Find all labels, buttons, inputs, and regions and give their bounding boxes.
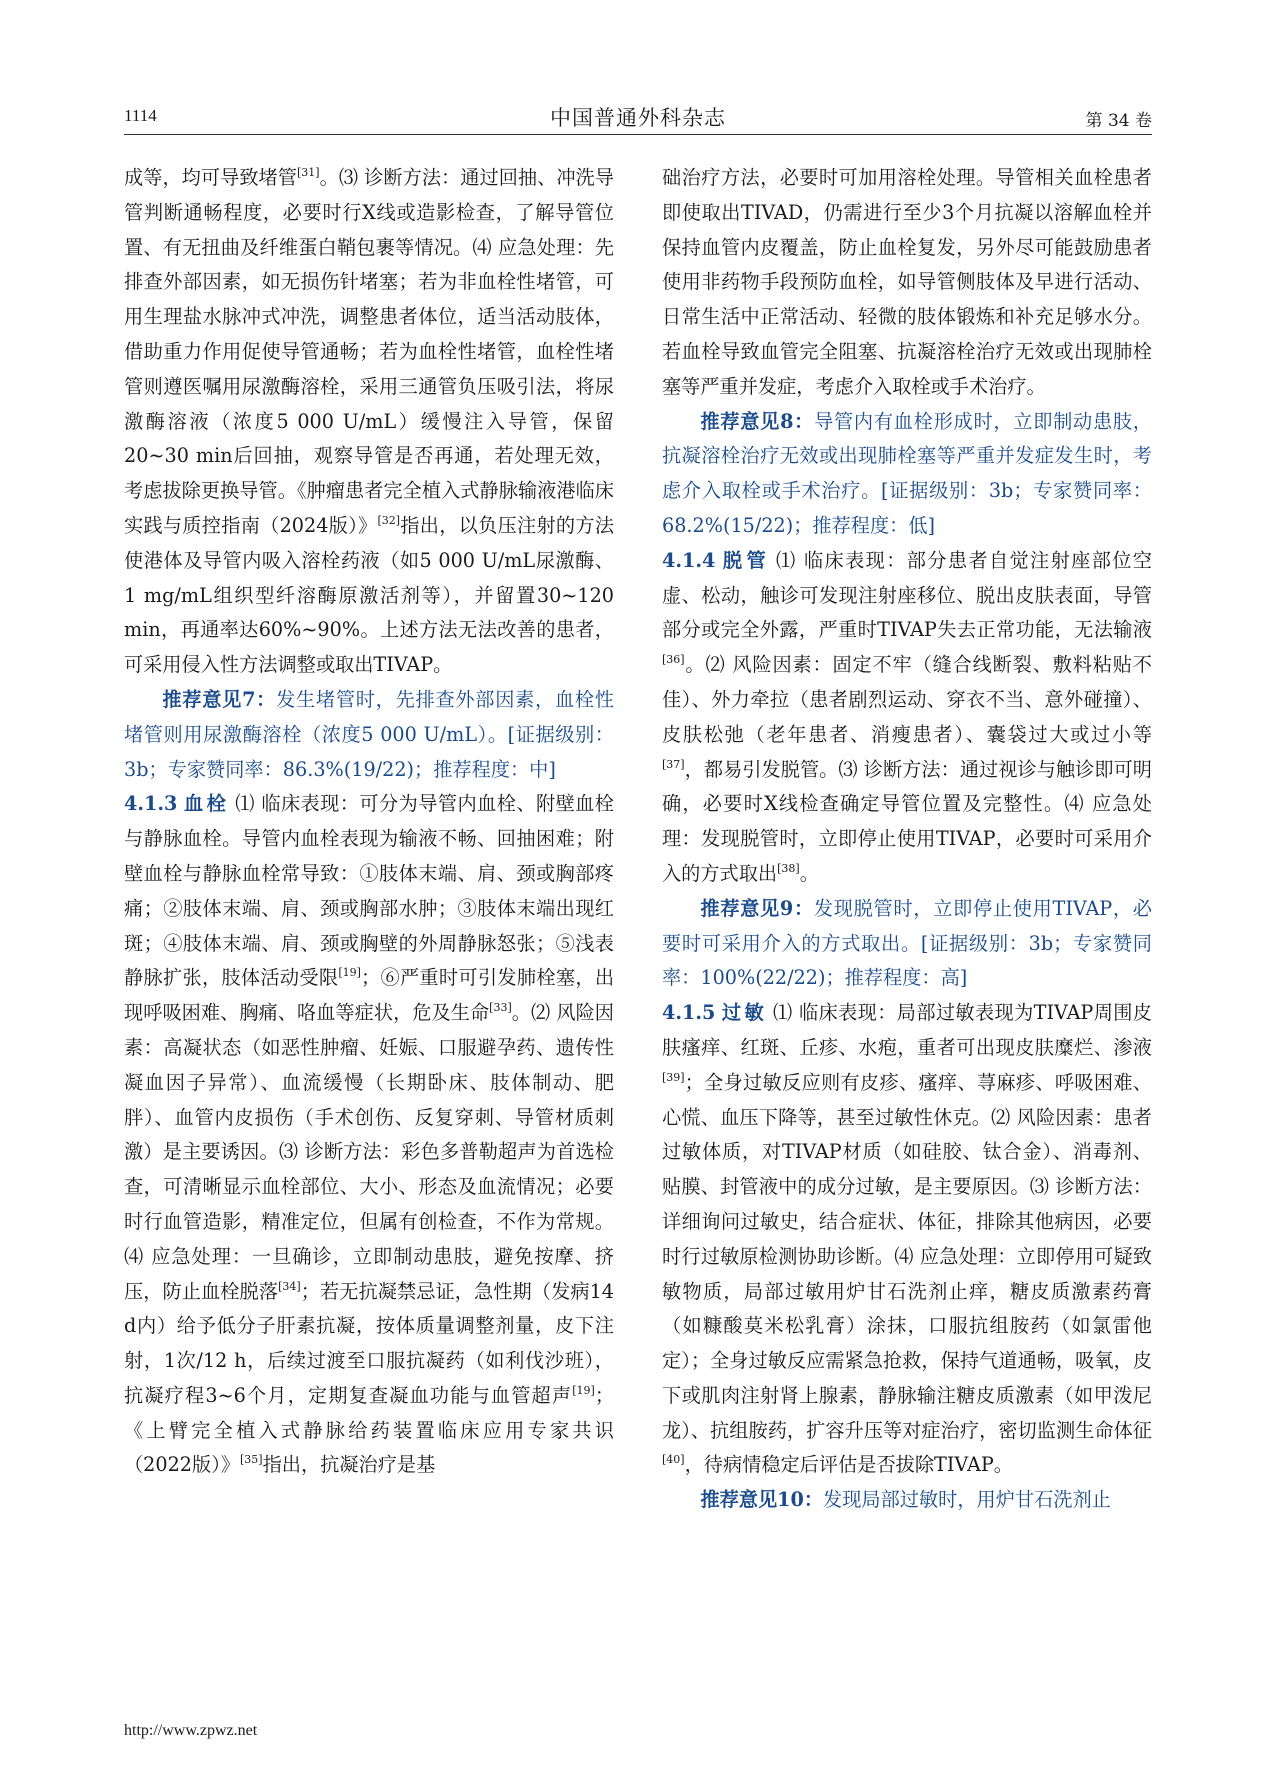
right-column	[662, 161, 1152, 1518]
recommendation-9: 推荐意见9：发现脱管时，立即停止使用TIVAP，必要时可采用介入的方式取出。[证据级别：3b；专家赞同率：100%(22/22)；推荐程度：高]	[662, 896, 1152, 990]
citation: [31]	[296, 166, 320, 179]
citation: [37]	[662, 757, 685, 771]
journal-title: 中国普通外科杂志	[550, 106, 726, 130]
citation: [19]	[572, 1383, 595, 1397]
section-4-1-5-allergy: 4.1.5 过敏 ⑴ 临床表现：局部过敏表现为TIVAP周围皮肤瘙痒、红斑、丘疹、水疱，重者可出现皮肤糜烂、渗液[39]；全身过敏反应则有皮疹、瘙痒、荨麻疹、呼吸困难、心慌、血压下降等，甚至过敏性休克。⑵ 风险因素：患者过敏体质，对TIVAP材质（如硅胶、钛合金）、消毒剂、贴膜、封管液中的成分过敏，是主要原因。⑶ 诊断方法：详细询问过敏史，结合症状、体征，排除其他病因，必要时行过敏原检测协助诊断。⑷ 应急处理：立即停用可疑致敏物质，局部过敏用炉甘石洗剂止痒，糖皮质激素药膏（如糠酸莫米松乳膏）涂抹，口服抗组胺药（如氯雷他定）；全身过敏反应需紧急抢救，保持气道通畅，吸氧，皮下或肌肉注射肾上腺素，静脉输注糖皮质激素（如甲泼尼龙）、抗组胺药，扩容升压等对症治疗，密切监测生命体征[40]，待病情稳定后评估是否拔除TIVAP。	[662, 1001, 1152, 1477]
section-4-1-4-dislodgement: 4.1.4 脱管 ⑴ 临床表现：部分患者自觉注射座部位空虚、松动，触诊可发现注射座移位、脱出皮肤表面，导管部分或完全外露，严重时TIVAP失去正常功能，无法输液[36]。⑵ 风险因素：固定不牢（缝合线断裂、敷料粘贴不佳）、外力牵拉（患者剧烈运动、穿衣不当、意外碰撞）、皮肤松弛（老年患者、消瘦患者）、囊袋过大或过小等[37]，都易引发脱管。⑶ 诊断方法：通过视诊与触诊即可明确，必要时X线检查确定导管位置及完整性。⑷ 应急处理：发现脱管时，立即停止使用TIVAP，必要时可采用介入的方式取出[38]。	[662, 548, 1152, 885]
recommendation-7: 推荐意见7：发生堵管时，先排查外部因素，血栓性堵管则用尿激酶溶栓（浓度5 000 U/mL）。[证据级别：3b；专家赞同率：86.3%(19/22)；推荐程度：中]	[124, 687, 614, 781]
section-title: 过敏	[721, 1001, 767, 1025]
citation: [40]	[662, 1453, 685, 1467]
section-4-1-3-thrombosis: 4.1.3 血栓 ⑴ 临床表现：可分为导管内血栓、附壁血栓与静脉血栓。导管内血栓表现为输液不畅、回抽困难；附壁血栓与静脉血栓常导致：①肢体末端、肩、颈或胸部疼痛；②肢体末端、肩、颈或胸部水肿；③肢体末端出现红斑；④肢体末端、肩、颈或胸壁的外周静脉怒张；⑤浅表静脉扩张，肢体活动受限[19]；⑥严重时可引发肺栓塞，出现呼吸困难、胸痛、咯血等症状，危及生命[33]。⑵ 风险因素：高凝状态（如恶性肿瘤、妊娠、口服避孕药、遗传性凝血因子异常）、血流缓慢（长期卧床、肢体制动、肥胖）、血管内皮损伤（手术创伤、反复穿刺、导管材质刺激）是主要诱因。⑶ 诊断方法：彩色多普勒超声为首选检查，可清晰显示血栓部位、大小、形态及血流情况；必要时行血管造影，精准定位，但属有创检查，不作为常规。⑷ 应急处理：一旦确诊，立即制动患肢，避免按摩、挤压，防止血栓脱落[34]；若无抗凝禁忌证，急性期（发病14 d内）给予低分子肝素抗凝，按体质量调整剂量，皮下注射，1次/12 h，后续过渡至口服抗凝药（如利伐沙班），抗凝疗程3~6个月，定期复查凝血功能与血管超声[19]；《上臂完全植入式静脉给药装置临床应用专家共识（2022版）》[35]指出，抗凝治疗是基	[124, 792, 615, 1477]
section-number: 4.1.4	[662, 548, 716, 572]
citation: [38]	[777, 861, 800, 875]
volume-label: 第 34 卷	[1085, 111, 1152, 131]
citation: [32]	[377, 513, 401, 527]
page-number: 1114	[124, 106, 157, 125]
citation: [39]	[662, 1070, 685, 1084]
left-column	[124, 161, 614, 1483]
paragraph-thrombosis-treatment: 础治疗方法，必要时可加用溶栓处理。导管相关血栓患者即使取出TIVAD，仍需进行至少3个月抗凝以溶解血栓并保持血管内皮覆盖，防止血栓复发，另外尽可能鼓励患者使用非药物手段预防血栓，如导管侧肢体及早进行活动、日常生活中正常活动、轻微的肢体锻炼和补充足够水分。若血栓导致血管完全阻塞、抗凝溶栓治疗无效或出现肺栓塞等严重并发症，考虑介入取栓或手术治疗。	[662, 166, 1152, 398]
journal-url[interactable]: http://www.zpwz.net	[124, 1722, 258, 1739]
section-title: 血栓	[183, 792, 230, 816]
section-number: 4.1.3	[124, 792, 178, 816]
page-header	[124, 100, 1152, 135]
recommendation-8: 推荐意见8：导管内有血栓形成时，立即制动患肢，抗凝溶栓治疗无效或出现肺栓塞等严重并发症发生时，考虑介入取栓或手术治疗。[证据级别：3b；专家赞同率：68.2%(15/22)；推荐程度：低]	[662, 409, 1152, 537]
citation: [34]	[278, 1279, 301, 1293]
citation: [19]	[338, 966, 361, 980]
section-number: 4.1.5	[662, 1001, 716, 1025]
citation: [35]	[239, 1453, 263, 1467]
section-title: 脱管	[722, 548, 770, 572]
citation: [36]	[662, 653, 685, 667]
citation: [33]	[489, 1001, 512, 1015]
recommendation-10: 推荐意见10：发现局部过敏时，用炉甘石洗剂止	[700, 1488, 1111, 1512]
paragraph-blockage-diagnosis: 成等，均可导致堵管[31]。⑶ 诊断方法：通过回抽、冲洗导管判断通畅程度，必要时行X线或造影检查，了解导管位置、有无扭曲及纤维蛋白鞘包裹等情况。⑷ 应急处理：先排查外部因素，如无损伤针堵塞；若为非血栓性堵管，可用生理盐水脉冲式冲洗，调整患者体位，适当活动肢体，借助重力作用促使导管通畅；若为血栓性堵管，血栓性堵管则遵医嘱用尿激酶溶栓，采用三通管负压吸引法，将尿激酶溶液（浓度5 000 U/mL）缓慢注入导管，保留20~30 min后回抽，观察导管是否再通，若处理无效，考虑拔除更换导管。《肿瘤患者完全植入式静脉输液港临床实践与质控指南（2024版）》[32]指出，以负压注射的方法使港体及导管内吸入溶栓药液（如5 000 U/mL尿激酶、1 mg/mL组织型纤溶酶原激活剂等），并留置30~120 min，再通率达60%~90%。上述方法无法改善的患者，可采用侵入性方法调整或取出TIVAP。	[124, 166, 615, 677]
